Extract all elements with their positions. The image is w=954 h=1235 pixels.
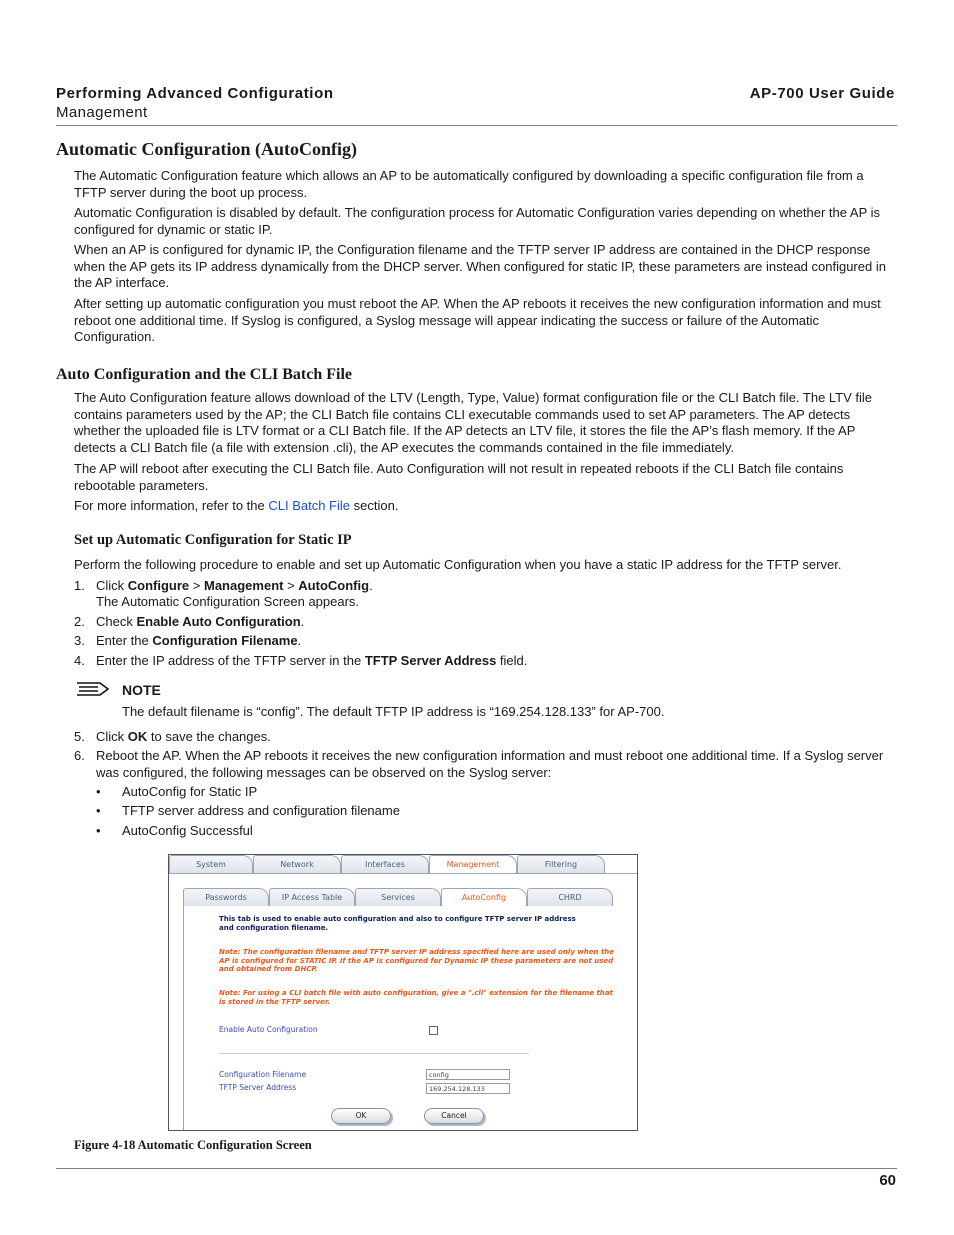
bullet-marker: • xyxy=(96,823,101,838)
tab-services[interactable]: Services xyxy=(355,888,441,906)
step-5: Click OK to save the changes. xyxy=(96,729,271,744)
syslog-message-item: TFTP server address and configuration filename xyxy=(122,803,400,818)
cli-batch-file-link[interactable]: CLI Batch File xyxy=(268,498,351,513)
autoconfig-screen-figure xyxy=(168,854,638,1131)
step-number: 2. xyxy=(74,614,85,629)
form-divider xyxy=(219,1053,529,1054)
intro-paragraph-4: After setting up automatic configuration you must reboot the AP. When the AP reboots it receives the new configuration information and must reboot one additional time. If Syslog is configured, a Syslog message will appear indicating the success or failure of the Automatic Configuration. xyxy=(74,296,881,344)
cli-paragraph-3 xyxy=(74,498,897,515)
step-1: Click Configure > Management > AutoConfig. xyxy=(96,578,373,593)
tab-autoconfig[interactable]: AutoConfig xyxy=(441,888,527,906)
cli-paragraph-2: The AP will reboot after executing the CLI Batch file. Auto Configuration will not result in repeated reboots if the CLI Batch file contains rebootable parameters. xyxy=(74,461,844,493)
cli-paragraph-1: The Auto Configuration feature allows download of the LTV (Length, Type, Value) format configuration file or the CLI Batch file. The LTV file contains parameters used by the AP; the CLI Batch file contains CLI executable commands used to set AP parameters. The AP detects whether the uploaded file is LTV format or a CLI Batch file. If the AP detects an LTV file, it stores the file the AP’s flash memory. If the AP detects a CLI Batch file (a file with extension .cli), the AP executes the commands contained in the file immediately. xyxy=(74,390,873,455)
tab-chrd[interactable]: CHRD xyxy=(527,888,613,906)
step-number: 1. xyxy=(74,578,85,593)
intro-paragraph-3: When an AP is configured for dynamic IP, the Configuration filename and the TFTP server IP address are contained in the DHCP response when the AP gets its IP address dynamically from the DHCP server. When configured for static IP, these parameters are instead configured in the AP interface. xyxy=(74,242,886,290)
tab-bar-divider xyxy=(169,873,637,874)
intro-paragraph-2: Automatic Configuration is disabled by default. The configuration process for Automatic Configuration varies depending on whether the AP is configured for dynamic or static IP. xyxy=(74,205,880,237)
header-rule xyxy=(56,125,897,126)
config-filename-label: Configuration Filename xyxy=(219,1070,307,1079)
config-filename-input[interactable]: config xyxy=(426,1069,510,1080)
subsection-heading-static-ip: Set up Automatic Configuration for Static IP xyxy=(74,532,352,548)
procedure-intro: Perform the following procedure to enable and set up Automatic Configuration when you have a static IP address for the TFTP server. xyxy=(74,557,842,572)
cli-ref-suffix: section. xyxy=(350,498,399,513)
cli-ref-prefix: For more information, refer to the xyxy=(74,498,269,513)
step-4: Enter the IP address of the TFTP server in the TFTP Server Address field. xyxy=(96,653,528,668)
tab-management[interactable]: Management xyxy=(429,855,517,873)
tab-network[interactable]: Network xyxy=(253,855,341,873)
enable-autoconfig-label: Enable Auto Configuration xyxy=(219,1025,318,1034)
section-heading-cli-batch: Auto Configuration and the CLI Batch File xyxy=(56,366,353,383)
step-number: 3. xyxy=(74,633,85,648)
cancel-button[interactable]: Cancel xyxy=(424,1108,484,1124)
step-number: 5. xyxy=(74,729,85,744)
page-number: 60 xyxy=(879,1172,896,1189)
running-header-guide: AP-700 User Guide xyxy=(749,85,895,102)
intro-paragraph-1: The Automatic Configuration feature which allows an AP to be automatically configured by downloading a specific configuration file from a TFTP server during the boot up process. xyxy=(74,168,864,200)
note-label: NOTE xyxy=(122,682,161,698)
note-text: The default filename is “config”. The default TFTP IP address is “169.254.128.133” for AP-700. xyxy=(122,704,665,719)
bullet-marker: • xyxy=(96,784,101,799)
autoconfig-panel xyxy=(183,905,636,1130)
tab-passwords[interactable]: Passwords xyxy=(183,888,269,906)
step-1-result: The Automatic Configuration Screen appears. xyxy=(96,594,360,609)
syslog-message-item: AutoConfig Successful xyxy=(122,823,253,838)
bullet-marker: • xyxy=(96,803,101,818)
footer-rule xyxy=(56,1168,897,1169)
page-title: Automatic Configuration (AutoConfig) xyxy=(56,139,357,159)
main-tab-bar xyxy=(169,855,637,873)
tab-ip-access-table[interactable]: IP Access Table xyxy=(269,888,355,906)
tftp-server-label: TFTP Server Address xyxy=(219,1083,297,1092)
step-number: 6. xyxy=(74,748,85,763)
running-header-section: Management xyxy=(56,104,148,121)
panel-note-cli-extension: Note: For using a CLI batch file with auto configuration, give a ".cli" extension for the filename that is stored in the TFTP server. xyxy=(219,989,613,1006)
tab-system[interactable]: System xyxy=(169,855,253,873)
tab-filtering[interactable]: Filtering xyxy=(517,855,605,873)
step-number: 4. xyxy=(74,653,85,668)
sub-tab-bar xyxy=(183,888,613,906)
syslog-message-item: AutoConfig for Static IP xyxy=(122,784,258,799)
running-header-chapter: Performing Advanced Configuration xyxy=(56,85,334,102)
tftp-server-input[interactable]: 169.254.128.133 xyxy=(426,1083,510,1094)
figure-caption: Figure 4-18 Automatic Configuration Screen xyxy=(74,1138,312,1152)
step-2: Check Enable Auto Configuration. xyxy=(96,614,305,629)
tab-interfaces[interactable]: Interfaces xyxy=(341,855,429,873)
step-3: Enter the Configuration Filename. xyxy=(96,633,302,648)
note-icon xyxy=(76,681,110,697)
step-6: Reboot the AP. When the AP reboots it receives the new configuration information and must reboot one additional time. If a Syslog server was configured, the following messages can be observed on the Syslog server: xyxy=(96,748,884,780)
panel-description: This tab is used to enable auto configuration and also to configure TFTP server IP address and configuration filename. xyxy=(219,915,576,932)
panel-note-static-ip: Note: The configuration filename and TFTP server IP address specified here are used only when the AP is configured for STATIC IP. If the AP is configured for Dynamic IP these parameters are not used and obtained from DHCP. xyxy=(219,948,615,973)
ok-button[interactable]: OK xyxy=(331,1108,391,1124)
enable-autoconfig-checkbox[interactable] xyxy=(429,1026,438,1035)
